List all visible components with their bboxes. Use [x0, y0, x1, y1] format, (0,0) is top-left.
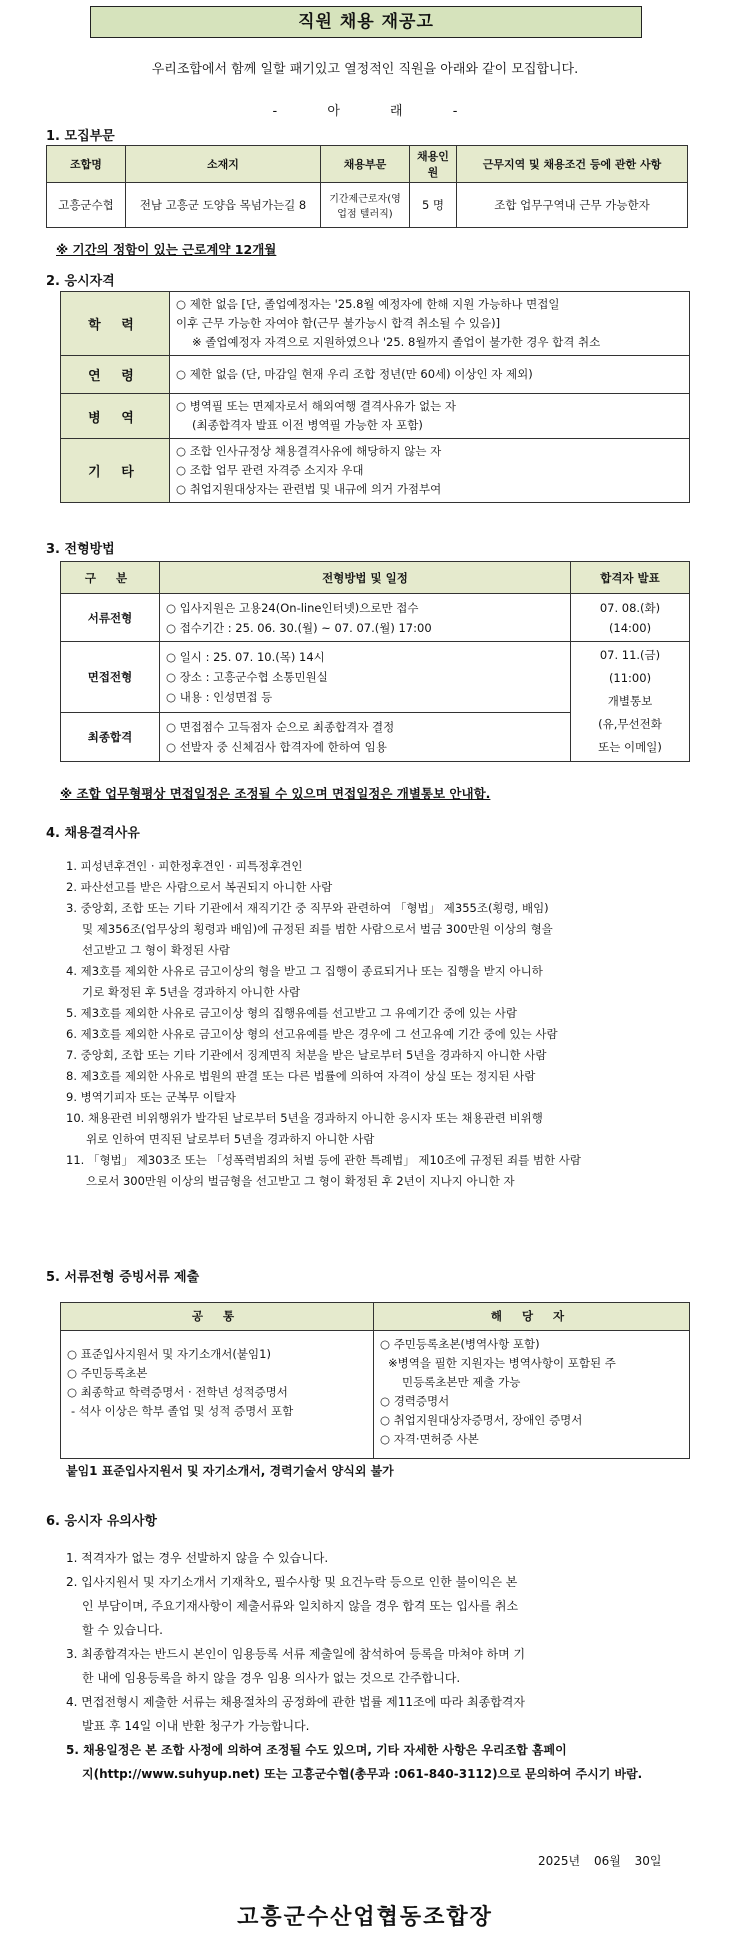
- list-item: 할 수 있습니다.: [82, 1623, 163, 1637]
- qual-military-line1: ○ 병역필 또는 면제자로서 해외여행 결격사유가 없는 자: [176, 399, 457, 413]
- doc-result-time: (14:00): [608, 620, 652, 635]
- common-doc-3: ○ 최종학교 학력증명서 · 전학년 성적증명서: [67, 1385, 288, 1399]
- list-item: 위로 인하여 면직된 날로부터 5년을 경과하지 아니한 사람: [86, 1132, 375, 1146]
- stage-doc-line2: ○ 접수기간 : 25. 06. 30.(월) ~ 07. 07.(월) 17:00: [166, 620, 432, 635]
- list-item: 5. 제3호를 제외한 사유로 금고이상 형의 집행유예를 선고받고 그 유예기간 중에 있는 사람: [66, 1006, 517, 1020]
- section6-heading: 6. 응시자 유의사항: [46, 1514, 157, 1529]
- th-applicable: 해 당 자: [374, 1303, 690, 1331]
- contract-note: ※ 기간의 정함이 있는 근로계약 12개월: [56, 242, 277, 257]
- disqualification-list: [66, 856, 706, 1192]
- list-item: 지(http://www.suhyup.net) 또는 고흥군수협(총무과 :061-840-3112)으로 문의하여 주시기 바람.: [82, 1767, 643, 1781]
- qual-military-line2: (최종합격자 발표 이전 병역필 가능한 자 포함): [192, 418, 423, 432]
- td-count: 5 명: [410, 183, 457, 228]
- list-item: 인 부담이며, 주요기재사항이 제출서류와 일치하지 않을 경우 합격 또는 입사를 취소: [82, 1599, 519, 1613]
- interview-note: ※ 조합 업무형평상 면접일정은 조정될 수 있으며 면접일정은 개별통보 안내함.: [60, 786, 491, 801]
- list-item: 2. 파산선고를 받은 사람으로서 복권되지 아니한 사람: [66, 880, 333, 894]
- int-result-channel1: (유,무선전화: [598, 717, 662, 731]
- th-method: 전형방법 및 일정: [160, 562, 571, 594]
- th-result: 합격자 발표: [571, 562, 690, 594]
- common-doc-2: ○ 주민등록초본: [67, 1366, 148, 1380]
- common-doc-4: - 석사 이상은 학부 졸업 및 성적 증명서 포함: [71, 1404, 294, 1418]
- recruit-table: [46, 145, 688, 228]
- stage-document: 서류전형: [61, 594, 160, 642]
- signature: 고흥군수산업협동조합장: [237, 1905, 493, 1930]
- common-doc-1: ○ 표준입사지원서 및 자기소개서(붙임1): [67, 1347, 271, 1361]
- int-result-channel2: 또는 이메일): [598, 740, 662, 754]
- list-item: 7. 중앙회, 조합 또는 기타 기관에서 징계면직 처분을 받은 날로부터 5년을 경과하지 아니한 사람: [66, 1048, 547, 1062]
- qual-etc-line3: ○ 취업지원대상자는 관련법 및 내규에 의거 가점부여: [176, 482, 442, 496]
- intro-text: 우리조합에서 함께 일할 패기있고 열정적인 직원을 아래와 같이 모집합니다.: [151, 62, 579, 77]
- stage-int-line3: ○ 내용 : 인성면접 등: [166, 689, 273, 704]
- qual-etc-line2: ○ 조합 업무 관련 자격증 소지자 우대: [176, 463, 364, 477]
- applicable-doc-4: ○ 경력증명서: [380, 1394, 450, 1408]
- list-item: 1. 적격자가 없는 경우 선발하지 않을 수 있습니다.: [66, 1551, 329, 1565]
- notice-list: [66, 1546, 696, 1786]
- qualification-table: [60, 291, 690, 503]
- stage-int-line1: ○ 일시 : 25. 07. 10.(목) 14시: [166, 649, 325, 664]
- qual-label-age: 연 령: [61, 356, 170, 394]
- applicable-doc-1: ○ 주민등록초본(병역사항 포함): [380, 1337, 540, 1351]
- td-location: 전남 고흥군 도양읍 목넘가는길 8: [126, 183, 321, 228]
- documents-table: [60, 1302, 690, 1459]
- selection-table: [60, 561, 690, 762]
- stage-final-line2: ○ 선발자 중 신체검사 합격자에 한하여 임용: [166, 739, 387, 754]
- td-field: 기간제근로자(영업점 텔러직): [321, 183, 410, 228]
- stage-final-line1: ○ 면접점수 고득점자 순으로 최종합격자 결정: [166, 719, 395, 734]
- list-item: 1. 피성년후견인 · 피한정후견인 · 피특정후견인: [66, 859, 303, 873]
- list-item: 11. 「형법」 제303조 또는 「성폭력범죄의 처벌 등에 관한 특례법」 제10조에 규정된 죄를 범한 사람: [66, 1153, 581, 1167]
- list-item: 9. 병역기피자 또는 군복무 이탈자: [66, 1090, 237, 1104]
- list-item: 4. 면접전형시 제출한 서류는 채용절차의 공정화에 관한 법률 제11조에 따라 최종합격자: [66, 1695, 525, 1709]
- doc-result-date: 07. 08.(화): [599, 600, 661, 615]
- stage-final: 최종합격: [61, 712, 160, 761]
- qual-label-edu: 학 력: [61, 292, 170, 356]
- list-item: 한 내에 임용등록을 하지 않을 경우 임용 의사가 없는 것으로 간주합니다.: [82, 1671, 461, 1685]
- stage-interview: 면접전형: [61, 642, 160, 713]
- list-item: 3. 중앙회, 조합 또는 기타 기관에서 재직기간 중 직무와 관련하여 「형법」 제355조(횡령, 배임): [66, 901, 549, 915]
- td-org: 고흥군수협: [47, 183, 126, 228]
- list-item: 및 제356조(업무상의 횡령과 배임)에 규정된 죄를 범한 사람으로서 벌금 300만원 이상의 형을: [82, 922, 553, 936]
- list-item: 2. 입사지원서 및 자기소개서 기재착오, 필수사항 및 요건누락 등으로 인한 불이익은 본: [66, 1575, 518, 1589]
- issue-date: 2025년 06월 30일: [538, 1854, 662, 1868]
- section2-heading: 2. 응시자격: [46, 274, 115, 289]
- list-item: 6. 제3호를 제외한 사유로 금고이상 형의 선고유예를 받은 경우에 그 선고유예 기간 중에 있는 사람: [66, 1027, 558, 1041]
- th-conditions: 근무지역 및 채용조건 등에 관한 사항: [457, 146, 688, 183]
- section5-heading: 5. 서류전형 증빙서류 제출: [46, 1270, 200, 1285]
- qual-etc-line1: ○ 조합 인사규정상 채용결격사유에 해당하지 않는 자: [176, 444, 442, 458]
- list-item: 발표 후 14일 이내 반환 청구가 가능합니다.: [82, 1719, 310, 1733]
- th-count: 채용인원: [410, 146, 457, 183]
- attachment-note: 붙임1 표준입사지원서 및 자기소개서, 경력기술서 양식외 불가: [66, 1464, 394, 1478]
- section4-heading: 4. 채용결격사유: [46, 826, 140, 841]
- applicable-doc-2: ※병역을 필한 지원자는 병역사항이 포함된 주: [388, 1356, 616, 1370]
- page-title: 직원 채용 재공고: [90, 6, 642, 38]
- th-location: 소재지: [126, 146, 321, 183]
- qual-age-line1: ○ 제한 없음 (단, 마감일 현재 우리 조합 정년(만 60세) 이상인 자 제외): [176, 367, 533, 381]
- list-item: 기로 확정된 후 5년을 경과하지 아니한 사람: [82, 985, 301, 999]
- list-item: 으로서 300만원 이상의 벌금형을 선고받고 그 형이 확정된 후 2년이 지나지 아니한 자: [86, 1174, 515, 1188]
- stage-doc-line1: ○ 입사지원은 고용24(On-line인터넷)으로만 접수: [166, 600, 419, 615]
- th-category: 구 분: [61, 562, 160, 594]
- list-item: 8. 제3호를 제외한 사유로 법원의 판결 또는 다른 법률에 의하여 자격이 상실 또는 정지된 사람: [66, 1069, 536, 1083]
- td-conditions: 조합 업무구역내 근무 가능한자: [457, 183, 688, 228]
- list-item: 10. 채용관련 비위행위가 발각된 날로부터 5년을 경과하지 아니한 응시자 또는 채용관련 비위행: [66, 1111, 543, 1125]
- int-result-notice: 개별통보: [607, 694, 653, 708]
- th-field: 채용부문: [321, 146, 410, 183]
- list-item: 선고받고 그 형이 확정된 사람: [82, 943, 230, 957]
- qual-edu-line2: 이후 근무 가능한 자여야 함(근무 불가능시 합격 취소될 수 있음)]: [176, 316, 501, 330]
- applicable-doc-6: ○ 자격·면허증 사본: [380, 1432, 479, 1446]
- int-result-time: (11:00): [608, 671, 652, 685]
- qual-label-military: 병 역: [61, 394, 170, 439]
- th-common: 공 통: [61, 1303, 374, 1331]
- section3-heading: 3. 전형방법: [46, 542, 115, 557]
- th-org: 조합명: [47, 146, 126, 183]
- qual-label-etc: 기 타: [61, 439, 170, 503]
- qual-edu-line3: ※ 졸업예정자 자격으로 지원하였으나 '25. 8월까지 졸업이 불가한 경우 합격 취소: [192, 335, 601, 349]
- section1-heading: 1. 모집부문: [46, 129, 115, 144]
- qual-edu-line1: ○ 제한 없음 [단, 졸업예정자는 '25.8월 예정자에 한해 지원 가능하나 면접일: [176, 297, 560, 311]
- list-item: 4. 제3호를 제외한 사유로 금고이상의 형을 받고 그 집행이 종료되거나 또는 집행을 받지 아니하: [66, 964, 543, 978]
- list-item: 5. 채용일정은 본 조합 사정에 의하여 조정될 수도 있으며, 기타 자세한 사항은 우리조합 홈페이: [66, 1743, 567, 1757]
- arae-divider: - 아 래 -: [272, 104, 458, 119]
- stage-int-line2: ○ 장소 : 고흥군수협 소통민원실: [166, 669, 328, 684]
- int-result-date: 07. 11.(금): [599, 648, 661, 662]
- applicable-doc-3: 민등록초본만 제출 가능: [402, 1375, 521, 1389]
- applicable-doc-5: ○ 취업지원대상자증명서, 장애인 증명서: [380, 1413, 583, 1427]
- list-item: 3. 최종합격자는 반드시 본인이 임용등록 서류 제출일에 참석하여 등록을 마쳐야 하며 기: [66, 1647, 526, 1661]
